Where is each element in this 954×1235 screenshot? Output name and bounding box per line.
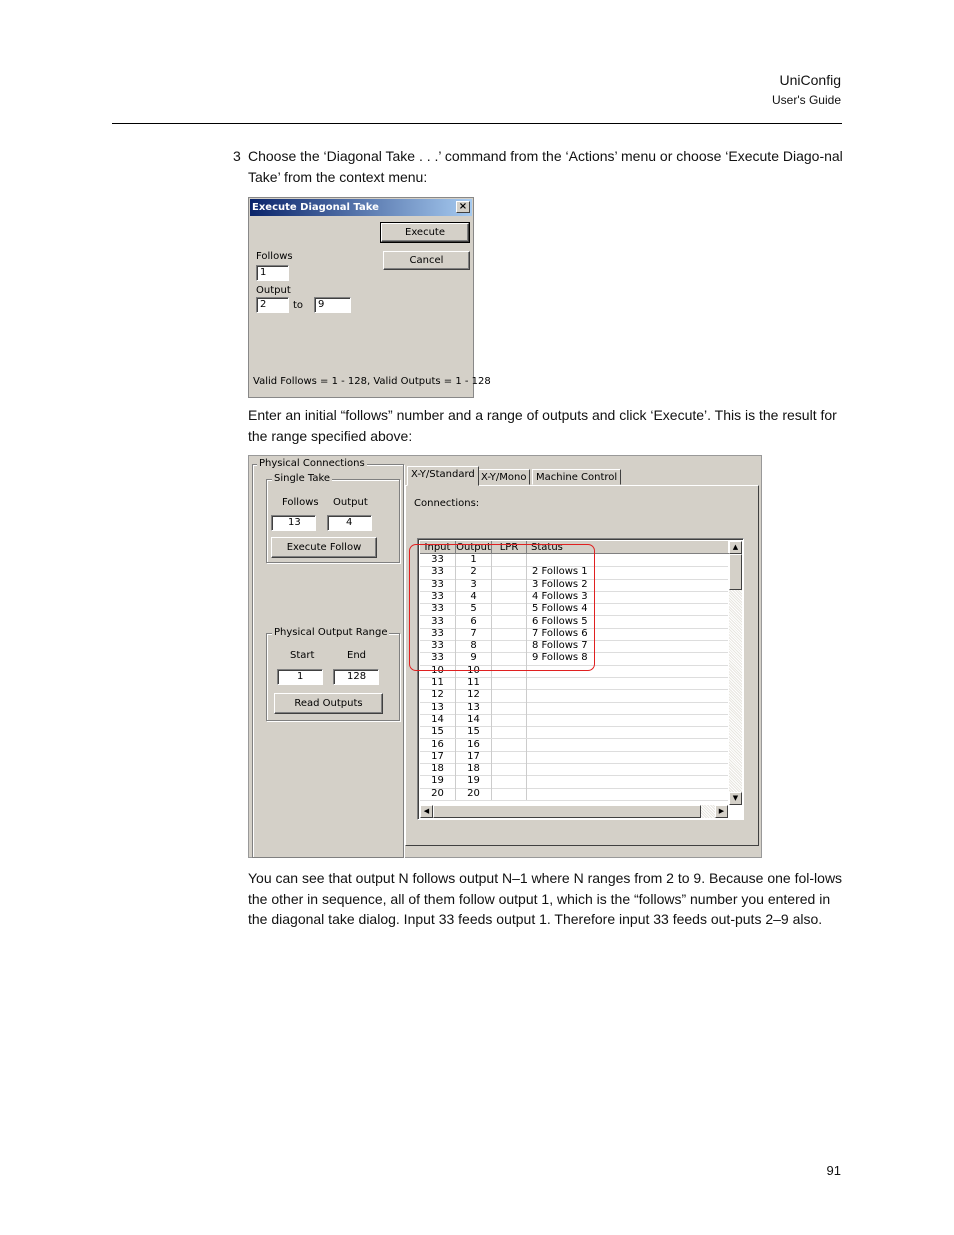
cell-status: 2 Follows 1 — [527, 566, 730, 578]
execute-diagonal-take-dialog — [248, 197, 491, 398]
cell-input: 19 — [420, 775, 456, 787]
single-take-output-label: Output — [333, 497, 368, 508]
cell-status — [527, 739, 730, 751]
cell-output: 10 — [456, 665, 492, 677]
cell-input: 16 — [420, 739, 456, 751]
cell-input: 12 — [420, 689, 456, 701]
output-from-field[interactable]: 2 — [256, 297, 289, 313]
cell-output: 7 — [456, 628, 492, 640]
output-to-field[interactable]: 9 — [314, 297, 351, 313]
scroll-up-icon[interactable]: ▲ — [729, 541, 742, 554]
cell-input: 13 — [420, 702, 456, 714]
cell-lpr — [492, 702, 527, 714]
running-header-subtitle: User's Guide — [772, 93, 841, 107]
single-take-follows-label: Follows — [282, 497, 319, 508]
tab-xy-mono[interactable]: X-Y/Mono — [477, 469, 530, 485]
cell-input: 10 — [420, 665, 456, 677]
tab-xy-standard[interactable]: X-Y/Standard — [407, 466, 479, 486]
scroll-right-icon[interactable]: ▶ — [715, 805, 728, 818]
cell-lpr — [492, 763, 527, 775]
cell-lpr — [492, 739, 527, 751]
cell-status: 3 Follows 2 — [527, 579, 730, 591]
cell-status — [527, 775, 730, 787]
cell-input: 33 — [420, 640, 456, 652]
column-header-lpr[interactable]: LPR — [492, 541, 527, 554]
cell-status — [527, 726, 730, 738]
range-end-label: End — [347, 650, 367, 661]
cell-input: 15 — [420, 726, 456, 738]
table-row[interactable] — [420, 739, 728, 752]
cell-output: 5 — [456, 603, 492, 615]
single-take-follows-field[interactable]: 13 — [271, 515, 316, 531]
cell-status — [527, 751, 730, 763]
cell-status — [527, 702, 730, 714]
table-row[interactable] — [420, 702, 728, 715]
output-range-label: Physical Output Range — [274, 627, 388, 638]
cell-output: 13 — [456, 702, 492, 714]
dialog-titlebar — [250, 199, 472, 216]
scroll-down-icon[interactable]: ▼ — [729, 792, 742, 805]
explanation-text: You can see that output N follows output N–1 where N ranges from 2 to 9. Because one fol-lows the other in sequence, all of them follow output 1, which is the “follows” number you entered in the diagonal take dialog. Input 33 feeds output 1. Therefore input 33 feeds out-puts 2–9 also. — [248, 870, 843, 927]
cell-status: 4 Follows 3 — [527, 591, 730, 603]
cell-lpr — [492, 788, 527, 800]
to-label: to — [293, 300, 304, 311]
cell-status: 9 Follows 8 — [527, 652, 730, 664]
cell-output: 15 — [456, 726, 492, 738]
cell-input: 33 — [420, 603, 456, 615]
running-header-title: UniConfig — [779, 72, 841, 88]
output-label: Output — [256, 285, 291, 296]
cell-lpr — [492, 689, 527, 701]
cell-lpr — [492, 775, 527, 787]
cell-output: 3 — [456, 579, 492, 591]
cell-status: 6 Follows 5 — [527, 616, 730, 628]
cell-status: 7 Follows 6 — [527, 628, 730, 640]
tab-machine-control[interactable]: Machine Control — [532, 469, 621, 485]
scroll-thumb[interactable] — [729, 554, 742, 590]
cell-input: 33 — [420, 579, 456, 591]
horizontal-scrollbar[interactable] — [420, 805, 728, 818]
result-intro-text: Enter an initial “follows” number and a range of outputs and click ‘Execute’. This is the result for the range specified above: — [248, 407, 837, 444]
cell-status — [527, 788, 730, 800]
step-number: 3 — [233, 148, 241, 164]
physical-connections-label: Physical Connections — [259, 458, 365, 469]
table-row[interactable] — [420, 751, 728, 764]
vertical-scrollbar[interactable] — [729, 541, 742, 805]
cell-input: 17 — [420, 751, 456, 763]
cell-output: 14 — [456, 714, 492, 726]
follows-field[interactable]: 1 — [256, 265, 289, 281]
column-header-status[interactable]: Status — [527, 541, 730, 554]
cell-input: 33 — [420, 591, 456, 603]
cell-input: 14 — [420, 714, 456, 726]
highlight-box — [409, 544, 595, 671]
read-outputs-button[interactable]: Read Outputs — [274, 693, 383, 714]
follows-label: Follows — [256, 251, 293, 262]
range-start-label: Start — [290, 650, 315, 661]
cell-input: 11 — [420, 677, 456, 689]
cell-output: 11 — [456, 677, 492, 689]
cell-lpr — [492, 677, 527, 689]
cell-input: 33 — [420, 616, 456, 628]
cell-input: 20 — [420, 788, 456, 800]
cell-input: 33 — [420, 652, 456, 664]
cell-status — [527, 763, 730, 775]
cell-status — [527, 689, 730, 701]
cell-output: 20 — [456, 788, 492, 800]
execute-follow-button[interactable]: Execute Follow — [271, 537, 377, 558]
cell-lpr — [492, 726, 527, 738]
cell-output: 2 — [456, 566, 492, 578]
execute-button[interactable]: Execute — [381, 223, 469, 242]
cell-input: 33 — [420, 566, 456, 578]
header-rule — [112, 123, 842, 124]
cell-input: 33 — [420, 628, 456, 640]
valid-ranges-text: Valid Follows = 1 - 128, Valid Outputs = 1 - 128 — [253, 376, 491, 387]
cell-output: 6 — [456, 616, 492, 628]
cell-status — [527, 714, 730, 726]
column-header-input[interactable]: Input — [420, 541, 456, 554]
cell-status: 5 Follows 4 — [527, 603, 730, 615]
single-take-output-field[interactable]: 4 — [327, 515, 372, 531]
page-number: 91 — [826, 1163, 841, 1178]
cell-output: 12 — [456, 689, 492, 701]
scroll-left-icon[interactable]: ◀ — [420, 805, 433, 818]
cell-output: 4 — [456, 591, 492, 603]
cell-status: 8 Follows 7 — [527, 640, 730, 652]
single-take-label: Single Take — [274, 473, 331, 484]
table-row[interactable] — [420, 677, 728, 690]
cell-output: 1 — [456, 554, 492, 566]
close-icon[interactable]: × — [456, 201, 470, 213]
cell-output: 16 — [456, 739, 492, 751]
horizontal-scroll-thumb[interactable] — [433, 805, 701, 818]
table-row[interactable] — [420, 788, 728, 801]
cell-output: 19 — [456, 775, 492, 787]
cell-input: 18 — [420, 763, 456, 775]
cell-input: 33 — [420, 554, 456, 566]
cell-lpr — [492, 714, 527, 726]
cell-output: 8 — [456, 640, 492, 652]
range-start-field[interactable]: 1 — [277, 669, 323, 685]
cell-output: 17 — [456, 751, 492, 763]
table-row[interactable] — [420, 689, 728, 702]
range-end-field[interactable]: 128 — [333, 669, 379, 685]
cell-output: 18 — [456, 763, 492, 775]
cancel-button[interactable]: Cancel — [383, 251, 470, 270]
cell-status — [527, 677, 730, 689]
connections-label: Connections: — [414, 498, 480, 509]
column-header-output[interactable]: Output — [456, 542, 491, 553]
step-text: Choose the ‘Diagonal Take . . .’ command from the ‘Actions’ menu or choose ‘Execute Diago-nal Take’ from the context menu: — [248, 148, 843, 185]
dialog-title: Execute Diagonal Take — [252, 202, 379, 213]
table-row[interactable] — [420, 763, 728, 776]
table-row[interactable] — [420, 726, 728, 739]
table-row[interactable] — [420, 714, 728, 727]
cell-lpr — [492, 751, 527, 763]
table-row[interactable] — [420, 775, 728, 788]
cell-output: 9 — [456, 652, 492, 664]
